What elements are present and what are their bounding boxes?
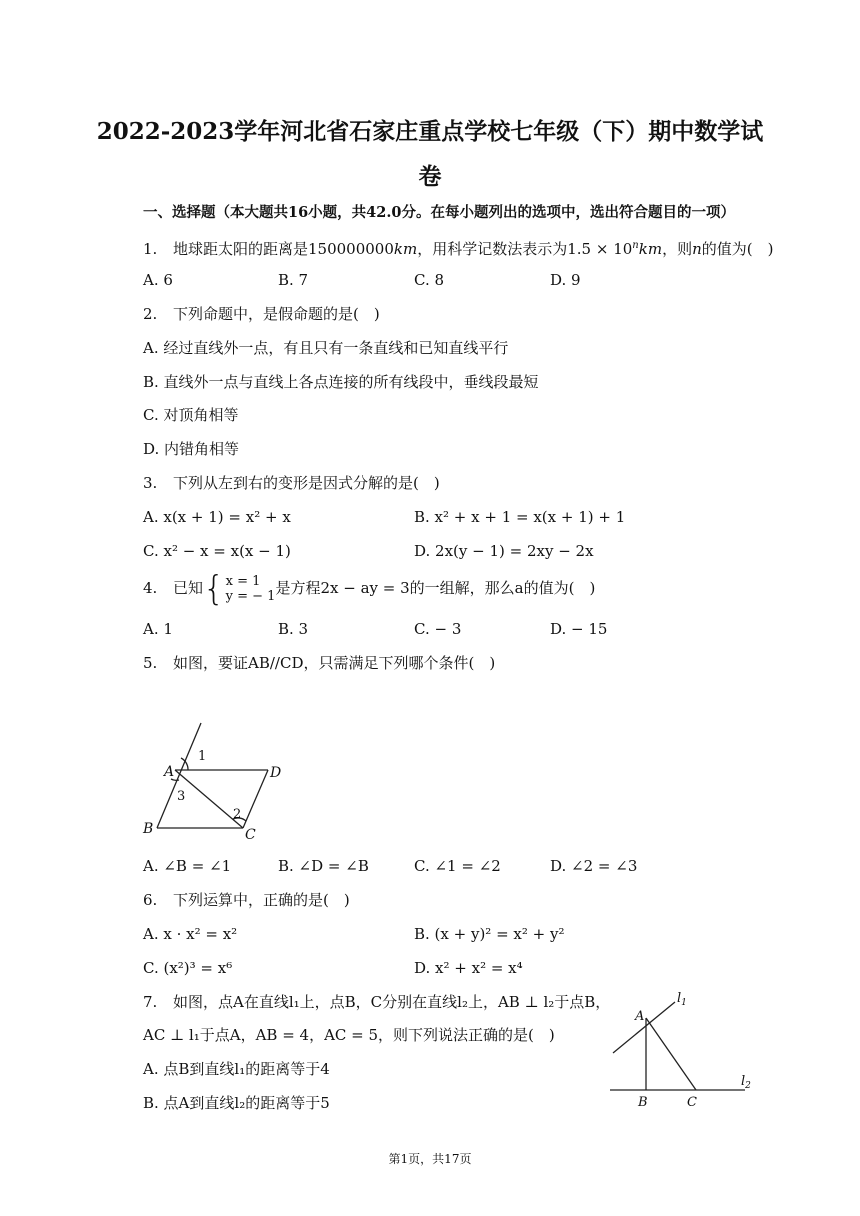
q4-option-c: C. − 3 [414, 620, 462, 638]
q1-variable: n [692, 240, 702, 258]
q5-label-a: A [164, 764, 175, 780]
q7-label-l1 [677, 991, 687, 1008]
section-heading: 一、选择题（本大题共16小题，共42.0分。在每小题列出的选项中，选出符合题目的一项） [143, 204, 735, 221]
question-1 [143, 236, 773, 259]
q7-figure-lines [605, 985, 760, 1110]
q7-text-line2: AC ⊥ l₁于点A，AB = 4，AC = 5，则下列说法正确的是( ) [143, 1026, 555, 1044]
question-3 [143, 473, 440, 493]
q5-segment-cd [243, 770, 268, 828]
question-number: 1. [143, 240, 158, 258]
question-number: 2. [143, 305, 158, 323]
q5-option-d: D. ∠2 = ∠3 [550, 857, 638, 875]
q5-angle-label-1: 1 [198, 749, 207, 764]
q1-option-a: A. 6 [143, 271, 173, 289]
question-5 [143, 653, 495, 673]
q1-text-part1: 地球距太阳的距离是150000000 [173, 240, 394, 258]
q1-option-c: C. 8 [414, 271, 445, 289]
q1-unit-2: km [638, 240, 663, 258]
q5-figure-parallelogram [135, 715, 295, 845]
q2-text: 下列命题中，是假命题的是( ) [173, 305, 380, 323]
q4-equation-1: x = 1 [225, 574, 261, 589]
question-number: 4. [143, 579, 158, 597]
q7-label-l1-letter: l [677, 991, 682, 1006]
q2-option-a: A. 经过直线外一点，有且只有一条直线和已知直线平行 [143, 339, 509, 357]
q3-option-d: D. 2x(y − 1) = 2xy − 2x [414, 542, 594, 560]
q1-text-part4: 的值为( ) [701, 240, 774, 258]
question-2 [143, 304, 380, 324]
q7-label-b: B [638, 1095, 648, 1110]
question-6 [143, 890, 350, 910]
q7-label-a: A [635, 1009, 645, 1024]
page-title-line2: 卷 [418, 163, 442, 190]
q5-label-b: B [143, 821, 154, 837]
q4-option-b: B. 3 [278, 620, 309, 638]
q5-text: 如图，要证AB//CD，只需满足下列哪个条件( ) [173, 654, 496, 672]
q5-angle-label-3: 3 [177, 789, 186, 804]
q7-label-l2-letter: l [741, 1074, 746, 1089]
q1-unit: km [393, 240, 418, 258]
q1-text-part2: ，用科学记数法表示为1.5 × 10 [417, 240, 633, 258]
question-number: 5. [143, 654, 158, 672]
q4-equation-2: y = − 1 [225, 589, 276, 604]
q5-angle-label-2: 2 [233, 807, 242, 822]
q3-option-b: B. x² + x + 1 = x(x + 1) + 1 [414, 508, 626, 526]
question-number: 6. [143, 891, 158, 909]
q6-option-c: C. (x²)³ = x⁶ [143, 959, 233, 977]
q7-segment-ac [646, 1018, 696, 1090]
q3-option-a: A. x(x + 1) = x² + x [143, 508, 291, 526]
q1-option-d: D. 9 [550, 271, 581, 289]
page-title-line1: 2022-2023学年河北省石家庄重点学校七年级（下）期中数学试 [96, 118, 764, 145]
question-7 [143, 992, 610, 1012]
question-number: 3. [143, 474, 158, 492]
q5-label-c: C [245, 827, 256, 843]
q6-option-a: A. x · x² = x² [143, 925, 238, 943]
q7-label-l2 [741, 1074, 751, 1091]
q2-option-c: C. 对顶角相等 [143, 406, 239, 424]
q2-option-d: D. 内错角相等 [143, 440, 240, 458]
question-4 [143, 568, 595, 608]
q7-label-l2-sub: 2 [745, 1081, 751, 1091]
q7-option-a: A. 点B到直线l₁的距离等于4 [143, 1060, 330, 1078]
q3-text: 下列从左到右的变形是因式分解的是( ) [173, 474, 440, 492]
page-footer: 第1页，共17页 [388, 1152, 472, 1166]
q5-option-a: A. ∠B = ∠1 [143, 857, 232, 875]
q1-text-part3: ，则 [662, 240, 693, 258]
q4-option-d: D. − 15 [550, 620, 608, 638]
q5-label-d: D [270, 765, 282, 781]
q1-exponent: n [632, 240, 639, 251]
q4-option-a: A. 1 [143, 620, 173, 638]
q2-option-b: B. 直线外一点与直线上各点连接的所有线段中，垂线段最短 [143, 373, 539, 391]
q4-equation-system [203, 569, 276, 609]
q3-option-c: C. x² − x = x(x − 1) [143, 542, 291, 560]
q7-label-l1-sub: 1 [681, 998, 687, 1008]
q6-text: 下列运算中，正确的是( ) [173, 891, 350, 909]
q7-option-b: B. 点A到直线l₂的距离等于5 [143, 1094, 330, 1112]
q4-text-pre: 已知 [173, 579, 204, 597]
question-number: 7. [143, 993, 158, 1011]
q1-option-b: B. 7 [278, 271, 309, 289]
q5-option-b: B. ∠D = ∠B [278, 857, 369, 875]
q6-option-b: B. (x + y)² = x² + y² [414, 925, 565, 943]
q7-label-c: C [687, 1095, 697, 1110]
q5-option-c: C. ∠1 = ∠2 [414, 857, 501, 875]
brace-icon: { [203, 569, 225, 609]
q6-option-d: D. x² + x² = x⁴ [414, 959, 523, 977]
q7-text-line1: 如图，点A在直线l₁上，点B，C分别在直线l₂上，AB ⊥ l₂于点B， [173, 993, 611, 1011]
q4-text-post: 是方程2x − ay = 3的一组解，那么a的值为( ) [275, 579, 596, 597]
